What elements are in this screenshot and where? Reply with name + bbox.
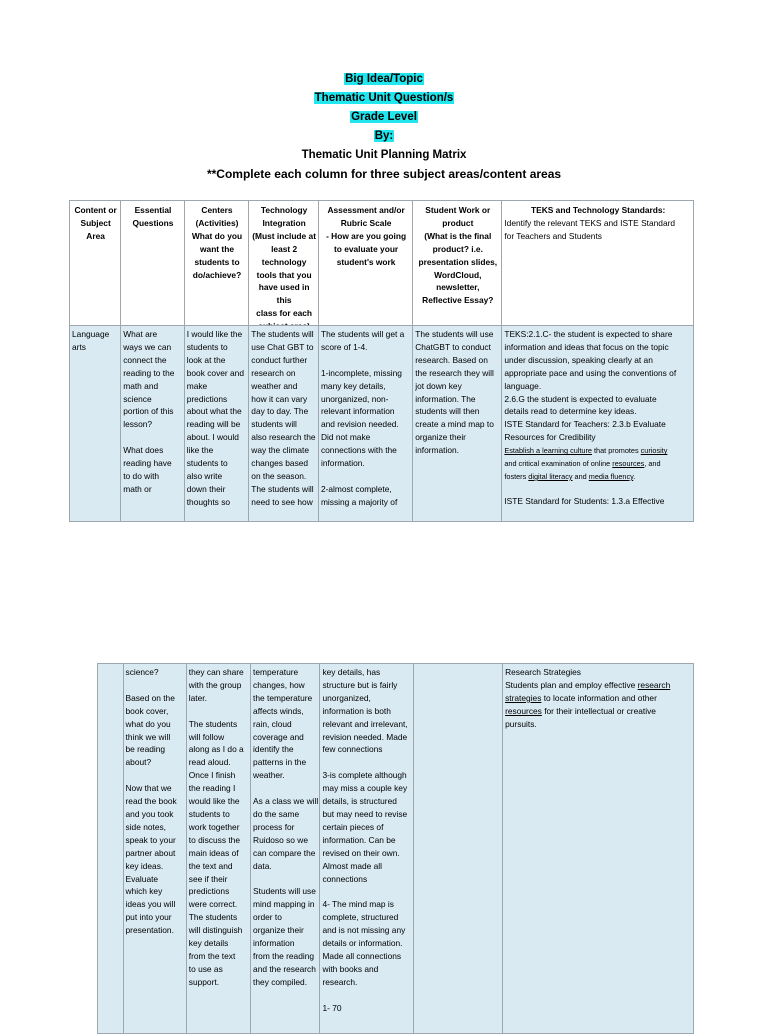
iste-link-learning-culture[interactable]: Establish a learning culture (504, 446, 592, 456)
assessment-cell: key details, has structure but is fairly unorganized, information is both relevant and irrelevant, revision needed. Made few connections 3-is complete although may miss a couple key details, is structured but may need to revise certain pieces of information. Can be revised on their own. Almost made all connections 4- The mind map is complete, structured and is not missing any details or information. Made all connections with books and research. 1- 70 (320, 664, 414, 1034)
header-centers: Centers (Activities) What do you want the students to do/achieve? (184, 201, 249, 334)
tech-cell: temperature changes, how the temperature affects winds, rain, cloud coverage and identify the patterns in the weather. As a class we will do the same process for Ruidoso so we can compare the data. Students will use mind mapping in order to organize their information from the reading and the research they compiled. (251, 664, 320, 1034)
centers-cell: I would like the students to look at the book cover and make predictions about what the reading will be about. I would like the students to also write down their thoughts so (184, 326, 249, 522)
author-heading: By: (374, 130, 394, 142)
centers-cell: they can share with the group later. The students will follow along as I do a read aloud. Once I finish the reading I would like the students to work together to discuss the main ideas of the text and see if their predictions were correct. The students will distinguish key details from the text to use as support. (186, 664, 250, 1034)
questions-cell: science? Based on the book cover, what do you think we will be reading about? Now that we read the book and you took side notes, speak to your partner about key ideas. Evaluate which key ideas you will put into your presentation. (123, 664, 186, 1034)
resources-link[interactable]: resources (505, 705, 542, 716)
big-idea-heading: Big Idea/Topic (345, 73, 423, 85)
tech-cell: The students will use Chat GBT to conduct further research on weather and how it can vary day to day. The students will also research the way the climate changes based on the season. The students will need to see how (249, 326, 319, 522)
header-technology: Technology Integration (Must include at least 2 technology tools that you have used in this class for each (249, 201, 319, 334)
planning-matrix-header (69, 200, 694, 334)
header-essential-questions: Essential Questions (121, 201, 185, 334)
header-content-area: Content or Subject Area (70, 201, 121, 334)
iste-link-resources[interactable]: resources (612, 459, 645, 469)
grade-level-heading: Grade Level (351, 111, 417, 123)
teks-cell: Research Strategies Students plan and employ effective research strategies to locate information and other resources for their intellectual or creative pursuits. (503, 664, 694, 1034)
assessment-cell: The students will get a score of 1-4. 1-incomplete, missing many key details, unorganized, non- relevant information and revision needed. Did not make connections with the information. 2-almost complete, missing a majority of (318, 326, 412, 522)
header-assessment: Assessment and/or Rubric Scale - How are you going to evaluate your student's work (318, 201, 412, 334)
table-row (98, 664, 694, 1034)
iste-link-curiosity[interactable]: curiosity (640, 446, 668, 456)
product-cell: The students will use ChatGBT to conduct research. Based on the research they will jot down key information. The students will then create a mind map to organize their information. (413, 326, 502, 522)
subject-cell: Language arts (70, 326, 121, 522)
product-cell (414, 664, 503, 1034)
research-strategies-link[interactable]: research strategies (505, 679, 671, 703)
matrix-title: Thematic Unit Planning Matrix (301, 149, 467, 161)
subject-cell (98, 664, 124, 1034)
document-header (0, 70, 768, 184)
header-teks: TEKS and Technology Standards: Identify the relevant TEKS and ISTE Standard for Teachers and Students (502, 201, 694, 334)
table-row (70, 326, 694, 522)
header-row (70, 201, 694, 334)
unit-question-heading: Thematic Unit Question/s (314, 92, 454, 104)
teks-cell: TEKS:2.1.C- the student is expected to share information and ideas that focus on the topic under discussion, speaking clearly at an appropriate pace and using the conventions of language. 2.6.G the student is expected to evaluate details read to determine key ideas. ISTE Standard for Teachers: 2.3.b Evaluate Resources for Credibility Establish a learning culture that promotes curiosity and critical examination of online resources, and fosters digital literacy and media fluency. ISTE Standard for Students: 1.3.a Effective (502, 326, 694, 522)
iste-link-media-fluency[interactable]: media fluency (588, 471, 634, 481)
planning-matrix-row-1 (69, 325, 694, 522)
questions-cell: What are ways we can connect the reading to the math and science portion of this lesson? What does reading have to do with math or (121, 326, 185, 522)
planning-matrix-row-1-continued (97, 663, 694, 1034)
header-student-work: Student Work or product (What is the final product? i.e. presentation slides, WordCloud, newsletter, Reflective Essay? (413, 201, 502, 334)
iste-link-digital-literacy[interactable]: digital literacy (528, 471, 573, 481)
instruction-text: **Complete each column for three subject areas/content areas (206, 167, 562, 181)
